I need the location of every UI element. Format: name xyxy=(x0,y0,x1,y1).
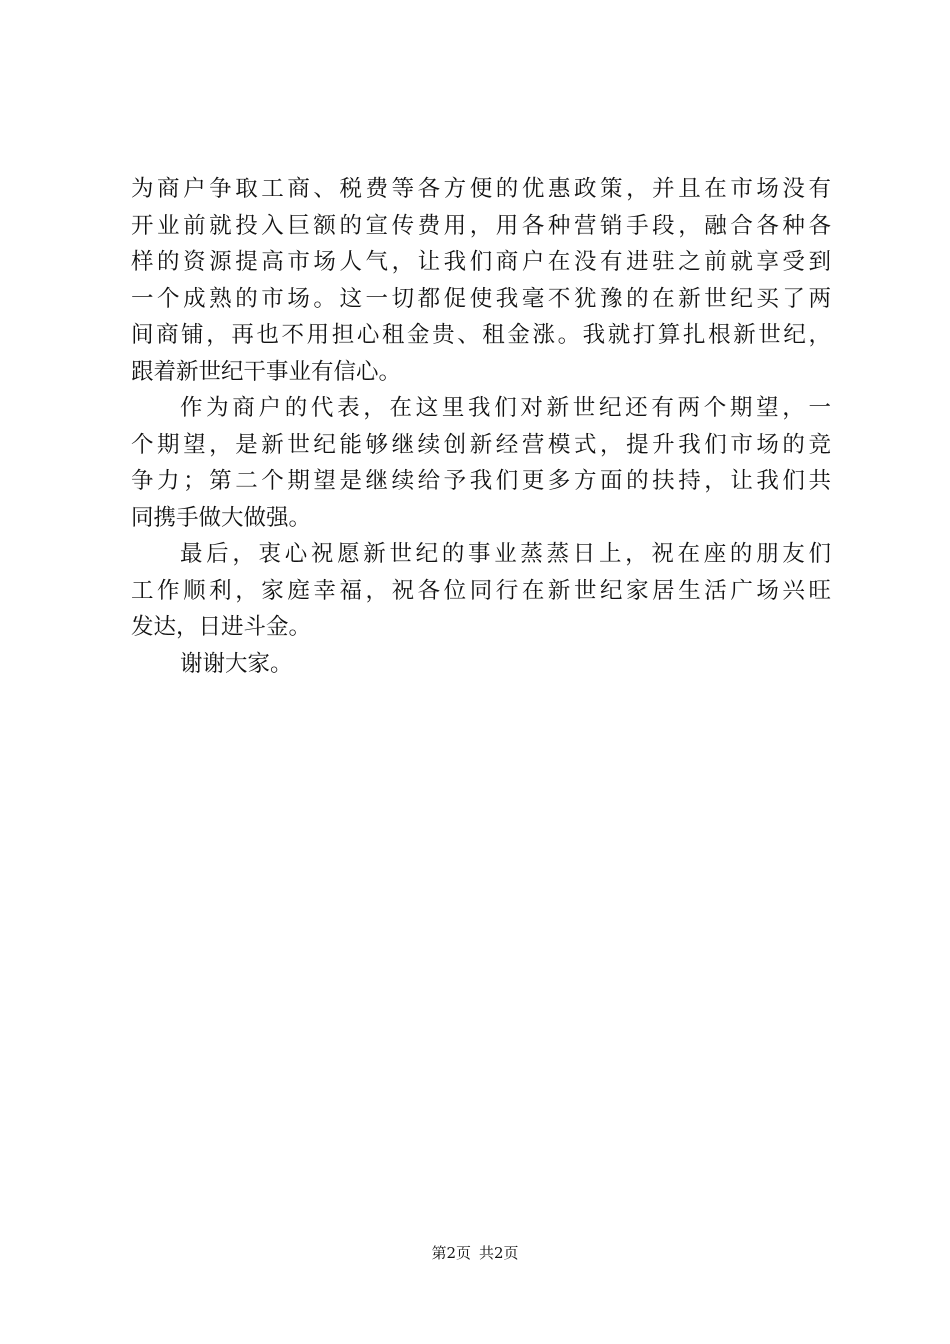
text-line: 个期望，是新世纪能够继续创新经营模式，提升我们市场的竞 xyxy=(131,431,831,458)
text-line: 为商户争取工商、税费等各方便的优惠政策，并且在市场没有 xyxy=(131,176,831,202)
paragraph-start-line: 作为商户的代表，在这里我们对新世纪还有两个期望，一 xyxy=(180,395,831,421)
text-line: 跟着新世纪干事业有信心。 xyxy=(131,358,402,385)
text-line: 发达，日进斗金。 xyxy=(131,614,312,640)
text-line: 工作顺利，家庭幸福，祝各位同行在新世纪家居生活广场兴旺 xyxy=(131,577,831,604)
closing-line: 谢谢大家。 xyxy=(180,650,293,677)
text-line: 样的资源提高市场人气，让我们商户在没有进驻之前就享受到 xyxy=(131,249,831,275)
text-line: 同携手做大做强。 xyxy=(131,504,312,531)
page-footer xyxy=(0,1243,950,1263)
document-body xyxy=(131,171,831,682)
paragraph-start-line: 最后，衷心祝愿新世纪的事业蒸蒸日上，祝在座的朋友们 xyxy=(180,541,831,567)
text-line: 争力；第二个期望是继续给予我们更多方面的扶持，让我们共 xyxy=(131,468,831,494)
text-line: 间商铺，再也不用担心租金贵、租金涨。我就打算扎根新世纪， xyxy=(131,322,831,348)
text-line: 一个成熟的市场。这一切都促使我毫不犹豫的在新世纪买了两 xyxy=(131,285,831,312)
text-line: 开业前就投入巨额的宣传费用，用各种营销手段，融合各种各 xyxy=(131,212,831,239)
page-total: 共2页 xyxy=(479,1244,519,1262)
page-number: 第2页 xyxy=(431,1244,471,1262)
